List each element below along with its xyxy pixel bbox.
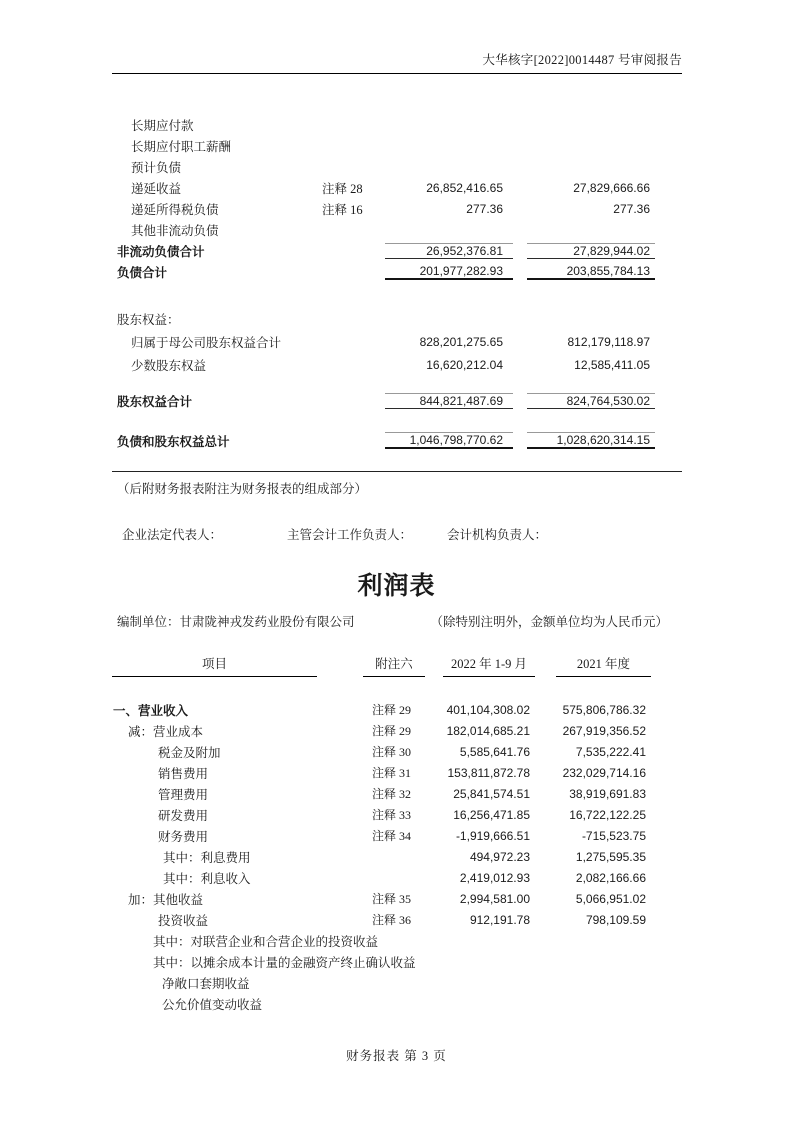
row-spacer [0,376,793,389]
row-value-prior: 1,028,620,314.15 [527,432,655,449]
table-row [0,308,793,330]
row-note-ref: 注释 34 [372,829,412,843]
row-label: 预计负债 [131,160,182,175]
row-label: 投资收益 [158,913,209,928]
row-note-ref: 注释 28 [322,181,363,196]
attachment-note: （后附财务报表附注为财务报表的组成部分） [117,482,368,496]
table-row [0,389,793,412]
signature-legal-rep: 企业法定代表人： [122,528,223,542]
row-label: 负债合计 [117,265,168,280]
unit-note: （除特别注明外，金额单位均为人民币元） [430,615,668,629]
column-header-2022: 2022 年 1-9 月 [443,654,535,677]
row-value-prior: 1,275,595.35 [575,849,646,864]
table-row [0,699,793,720]
row-label: 财务费用 [158,829,209,844]
row-label: 其中：以摊余成本计量的金融资产终止确认收益 [153,955,416,970]
row-label: 少数股东权益 [131,358,207,373]
row-value-current: 153,811,872.78 [447,765,530,780]
row-value-prior: 267,919,356.52 [562,723,646,738]
row-note-ref: 注释 30 [372,745,412,759]
row-value-current: 5,585,641.76 [459,744,530,759]
row-value-prior: 277.36 [613,201,650,216]
balance-sheet-table [0,114,793,452]
row-value-current: 25,841,574.51 [453,786,530,801]
table-row [0,114,793,135]
row-note-ref: 注释 31 [372,766,412,780]
row-label: 其中：利息费用 [163,850,251,865]
table-row [0,951,793,972]
row-label: 股东权益： [117,313,180,327]
row-note-ref: 注释 29 [372,724,412,738]
row-value-prior: 232,029,714.16 [562,765,646,780]
table-row [0,888,793,909]
row-note-ref: 注释 32 [372,787,412,801]
income-statement-title: 利润表 [357,572,436,600]
table-row [0,135,793,156]
row-note-ref: 注释 29 [372,703,412,717]
table-row [0,353,793,376]
table-row [0,198,793,219]
table-row [0,909,793,930]
row-value-current: 26,952,376.81 [385,243,513,259]
row-value-prior: 16,722,122.25 [569,807,646,822]
row-label: 股东权益合计 [117,394,193,409]
row-value-prior: 38,919,691.83 [569,786,646,801]
row-label: 净敞口套期收益 [162,976,250,991]
row-label: 减：营业成本 [128,724,204,739]
row-label: 加：其他收益 [128,892,204,907]
row-label: 非流动负债合计 [117,244,205,259]
table-row [0,783,793,804]
table-row [0,993,793,1014]
row-value-prior: 7,535,222.41 [575,744,646,759]
table-row [0,330,793,353]
row-value-prior: 2,082,166.66 [575,870,646,885]
row-value-current: 844,821,487.69 [385,393,513,409]
row-label: 其他非流动负债 [131,223,219,238]
table-row [0,156,793,177]
row-label: 递延收益 [131,181,182,196]
row-label: 销售费用 [158,766,209,781]
row-note-ref: 注释 16 [322,202,363,217]
row-spacer [0,412,793,429]
page-footer: 财务报表 第 3 页 [346,1049,447,1063]
table-row [0,846,793,867]
row-label: 负债和股东权益总计 [117,434,230,449]
signature-row [0,525,793,543]
row-value-current: 1,046,798,770.62 [385,432,513,449]
row-value-current: 16,620,212.04 [426,357,503,372]
row-value-current: 494,972.23 [469,849,530,864]
prepared-by: 编制单位：甘肃陇神戎发药业股份有限公司 [117,615,355,629]
table-row [0,741,793,762]
row-value-current: 2,994,581.00 [459,891,530,906]
row-value-current: 201,977,282.93 [385,264,513,280]
row-label: 长期应付职工薪酬 [131,139,232,154]
table-row [0,177,793,198]
income-table-header [0,654,793,677]
row-value-current: 277.36 [466,201,503,216]
signature-accounting-org: 会计机构负责人： [447,528,548,542]
row-note-ref: 注释 33 [372,808,412,822]
table-row [0,930,793,951]
row-value-prior: 575,806,786.32 [562,702,646,717]
column-header-note: 附注六 [363,654,425,677]
table-row [0,825,793,846]
row-value-current: 26,852,416.65 [426,180,503,195]
table-row [0,429,793,452]
row-value-current: 828,201,275.65 [419,334,503,349]
row-spacer [0,282,793,308]
table-row [0,240,793,261]
table-row [0,261,793,282]
row-value-prior: 824,764,530.02 [527,393,655,409]
row-value-current: 2,419,012.93 [459,870,530,885]
row-label: 公允价值变动收益 [162,997,263,1012]
table-row [0,972,793,993]
row-label: 递延所得税负债 [131,202,219,217]
row-value-current: 912,191.78 [469,912,530,927]
row-label: 税金及附加 [158,745,221,760]
signature-accounting-head: 主管会计工作负责人： [287,528,413,542]
row-value-current: -1,919,666.51 [455,828,530,843]
row-note-ref: 注释 36 [372,913,412,927]
column-header-item: 项目 [112,654,317,677]
row-value-current: 401,104,308.02 [446,702,530,717]
report-header-title: 大华核字[2022]0014487 号审阅报告 [112,50,682,74]
row-value-prior: 27,829,944.02 [527,243,655,259]
column-header-2021: 2021 年度 [556,654,651,677]
row-note-ref: 注释 35 [372,892,412,906]
row-value-prior: 798,109.59 [585,912,646,927]
row-value-prior: 27,829,666.66 [573,180,650,195]
row-value-current: 182,014,685.21 [446,723,530,738]
row-value-prior: 203,855,784.13 [527,264,655,280]
row-value-prior: 5,066,951.02 [575,891,646,906]
section-divider [112,471,682,472]
row-label: 研发费用 [158,808,209,823]
income-statement-table [0,699,793,1014]
row-value-current: 16,256,471.85 [453,807,530,822]
row-label: 归属于母公司股东权益合计 [131,335,282,350]
row-label: 其中：利息收入 [163,871,251,886]
prepared-by-row [117,612,668,630]
row-value-prior: -715,523.75 [581,828,646,843]
table-row [0,804,793,825]
table-row [0,762,793,783]
row-label: 一、营业收入 [113,703,189,718]
table-row [0,720,793,741]
row-value-prior: 12,585,411.05 [574,357,650,372]
row-value-prior: 812,179,118.97 [567,334,650,349]
row-label: 其中：对联营企业和合营企业的投资收益 [153,934,379,949]
row-label: 长期应付款 [131,118,194,133]
row-label: 管理费用 [158,787,209,802]
table-row [0,867,793,888]
table-row [0,219,793,240]
